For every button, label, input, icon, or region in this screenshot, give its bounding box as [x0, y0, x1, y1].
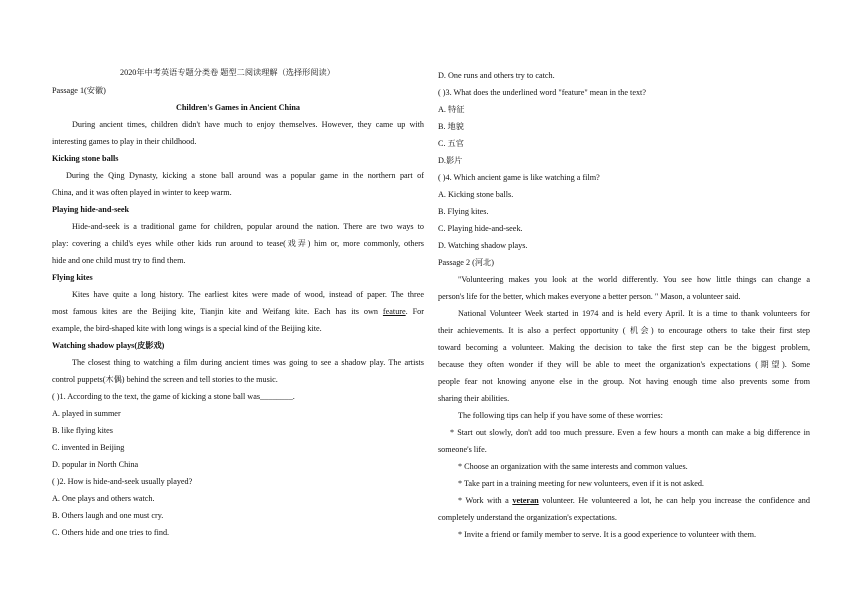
p2-para-2-line-1: National Volunteer Week started in 1974 and is held every April. It is a time to thank volunteers for — [458, 309, 810, 318]
intro-line-1: During ancient times, children didn't have much to enjoy themselves. However, they came up with — [72, 120, 424, 129]
article-title: Children's Games in Ancient China — [175, 103, 301, 112]
tip-1-line-2: someone's life. — [438, 445, 487, 454]
question-3: ( )3. What does the underlined word "feature" mean in the text? — [438, 88, 646, 97]
para-3-line-1: Kites have quite a long history. The earliest kites were made of wood, instead of paper. The three — [72, 290, 424, 299]
p2-para-1-line-2: person's life for the better, which makes everyone a better person. " Mason, a volunteer said. — [438, 292, 741, 301]
page-title: 2020年中考英语专题分类卷 题型二阅读理解（选择形阅读） — [120, 68, 335, 77]
heading-shadow-plays: Watching shadow plays(皮影戏) — [52, 341, 165, 350]
intro-line-2: interesting games to play in their childhood. — [52, 137, 197, 146]
heading-kicking-stone-balls: Kicking stone balls — [52, 154, 119, 163]
para-4-line-1: The closest thing to watching a film during ancient times was going to see a shadow play. The artists — [72, 358, 424, 367]
para-3-line-3: example, the bird-shaped kite with long wings is a special kind of the Beijing kite. — [52, 324, 322, 333]
underlined-word-feature: feature — [382, 307, 406, 316]
question-3-option-c: C. 五官 — [438, 139, 464, 148]
question-1-option-d: D. popular in North China — [52, 460, 139, 469]
para-2-line-1: Hide-and-seek is a traditional game for children, popular around the nation. There are two ways to — [72, 222, 424, 231]
passage-1-label: Passage 1(安徽) — [52, 86, 106, 95]
question-1-option-b: B. like flying kites — [52, 426, 113, 435]
p2-tips-intro: The following tips can help if you have some of these worries: — [458, 411, 663, 420]
question-1-option-c: C. invented in Beijing — [52, 443, 125, 452]
tip-3: * Take part in a training meeting for new volunteers, even if it is not asked. — [458, 479, 704, 488]
heading-hide-and-seek: Playing hide-and-seek — [52, 205, 130, 214]
question-4-option-a: A. Kicking stone balls. — [438, 190, 514, 199]
p2-para-2-line-5: people fear not knowing anyone else in the group. Not having enough time also prevents some from — [438, 377, 810, 386]
question-1: ( )1. According to the text, the game of kicking a stone ball was________. — [52, 392, 295, 401]
underlined-word-veteran: veteran — [512, 496, 539, 505]
question-4-option-b: B. Flying kites. — [438, 207, 489, 216]
question-4-option-d: D. Watching shadow plays. — [438, 241, 528, 250]
passage-2-label: Passage 2 (河北) — [438, 258, 494, 267]
question-2-option-a: A. One plays and others watch. — [52, 494, 155, 503]
p2-para-2-line-3: toward becoming a volunteer. Making the decision to take the first step can be the biggest problem, — [438, 343, 810, 352]
p2-para-2-line-2: their achievements. It is also a perfect opportunity ( 机会) to encourage others to take their first step — [438, 326, 810, 335]
tip-4-line-1: * Work with a veteran volunteer. He volunteered a lot, he can help you increase the confidence and — [458, 496, 810, 505]
question-2-option-b: B. Others laugh and one must cry. — [52, 511, 164, 520]
question-2: ( )2. How is hide-and-seek usually played? — [52, 477, 193, 486]
left-column — [52, 0, 424, 608]
tip-2: * Choose an organization with the same interests and common values. — [458, 462, 688, 471]
question-2-option-c: C. Others hide and one tries to find. — [52, 528, 170, 537]
question-4-option-c: C. Playing hide-and-seek. — [438, 224, 523, 233]
question-3-option-d: D.影片 — [438, 156, 463, 165]
para-2-line-3: hide and one child must try to find them. — [52, 256, 186, 265]
tip-5: * Invite a friend or family member to serve. It is a good experience to volunteer with them. — [458, 530, 757, 539]
right-column — [438, 0, 810, 608]
para-3-line-2: most famous kites are the Beijing kite, Tianjin kite and Weifang kite. Each has its own feature. For — [52, 307, 425, 316]
tip-1-line-1: * Start out slowly, don't add too much pressure. Even a few hours a month can make a big difference in — [450, 428, 810, 437]
p2-para-1-line-1: "Volunteering makes you look at the world differently. You see how little things can change a — [458, 275, 810, 284]
p2-para-2-line-4: because they often wonder if they will be able to meet the organization's expectations (期望). Some — [438, 360, 810, 369]
question-3-option-a: A. 特征 — [438, 105, 465, 114]
question-2-option-d: D. One runs and others try to catch. — [438, 71, 555, 80]
question-4: ( )4. Which ancient game is like watching a film? — [438, 173, 600, 182]
para-1-line-1: During the Qing Dynasty, kicking a stone ball around was a popular game in the northern part of — [66, 171, 424, 180]
question-1-option-a: A. played in summer — [52, 409, 121, 418]
para-4-line-2: control puppets(木偶) behind the screen and tell stories to the music. — [52, 375, 278, 384]
para-1-line-2: China, and it was often played in winter to keep warm. — [52, 188, 232, 197]
heading-flying-kites: Flying kites — [52, 273, 93, 282]
tip-4-line-2: completely understand the organization's expectations. — [438, 513, 617, 522]
question-3-option-b: B. 地貌 — [438, 122, 464, 131]
p2-para-2-line-6: sharing their abilities. — [438, 394, 510, 403]
para-2-line-2: play: covering a child's eyes while other kids run around to tease(戏弄) him or, more commonly, others — [52, 239, 424, 248]
